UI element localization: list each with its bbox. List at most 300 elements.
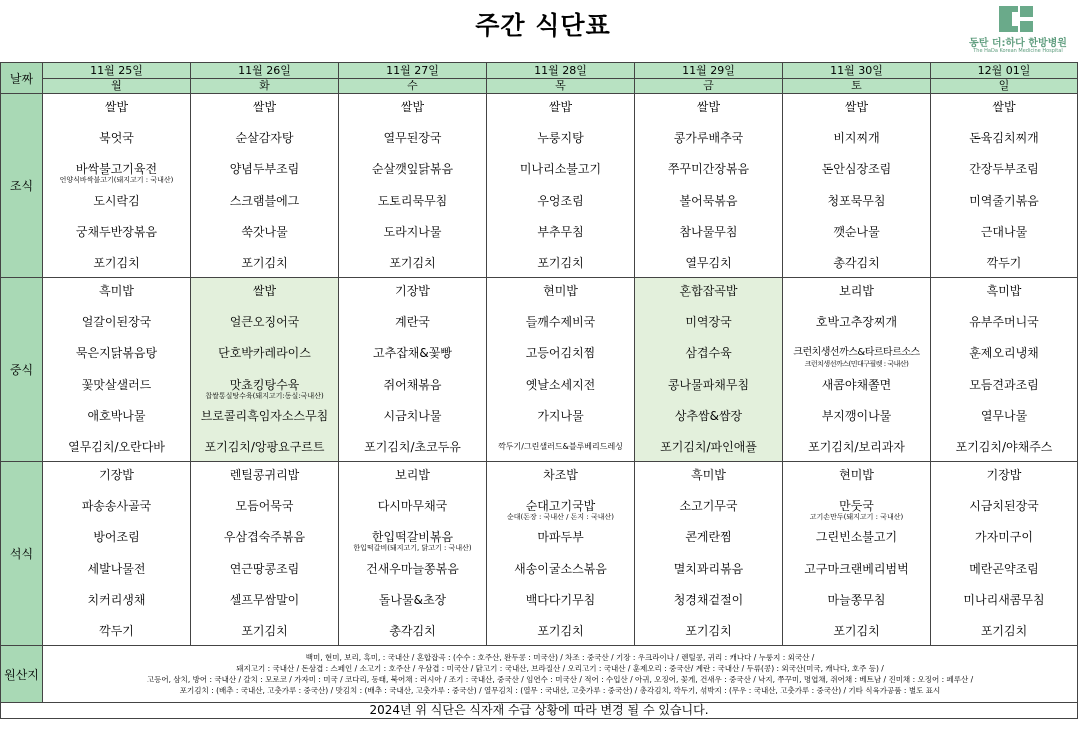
menu-item-name: 궁채두반장볶음 (75, 224, 158, 239)
menu-item (635, 279, 782, 303)
menu-item (635, 341, 782, 365)
menu-item-name: 고등어김치찜 (525, 346, 596, 361)
origin-line: 돼지고기 : 국내산 / 돈삼겹 : 스페인 / 소고기 : 호주산 / 우삼겹 : 미국산 / 닭고기 : 국내산, 브라질산 / 오리고기 : 국내산 / 훈제오리 : 중국산/ 계란 : 국내산 / 두류(콩) : 외국산(미국, 캐나다, 호주 등) / (236, 664, 884, 673)
menu-item (635, 494, 782, 518)
menu-item (191, 619, 338, 643)
menu-item-name: 고추잡채&꽃빵 (373, 346, 452, 361)
menu-item-name: 한입떡갈비볶음 (371, 530, 454, 545)
menu-item-name: 그린빈소불고기 (815, 530, 898, 545)
menu-item-name: 미역줄기볶음 (969, 193, 1039, 208)
menu-item (487, 279, 634, 303)
menu-item-name: 렌틸콩귀리밥 (229, 468, 300, 482)
menu-item (191, 251, 338, 275)
menu-item-name: 쭈꾸미간장볶음 (667, 162, 750, 177)
menu-item (191, 220, 338, 244)
menu-item (783, 310, 930, 334)
menu-item-name: 만둣국 (839, 499, 874, 514)
menu-item (191, 189, 338, 213)
menu-cell (339, 94, 487, 278)
menu-item (635, 157, 782, 181)
menu-item-name: 흑미밥 (986, 284, 1022, 298)
meal-label: 조식 (1, 94, 43, 278)
menu-item-name: 크런치생선까스&타르타르소스 (793, 347, 920, 359)
menu-item (487, 525, 634, 549)
menu-item-name: 쌀밥 (104, 100, 129, 114)
menu-item-name: 옛날소세지전 (525, 377, 596, 392)
menu-item (487, 220, 634, 244)
menu-item (635, 126, 782, 150)
menu-item (43, 341, 190, 365)
menu-item (783, 557, 930, 581)
menu-item-origin-note: 고기손만두(돼지고기 : 국내산) (809, 513, 904, 522)
menu-item-name: 미나리새콤무침 (963, 592, 1045, 607)
menu-item-name: 깻순나물 (833, 224, 880, 239)
date-cell: 11월 26일 (191, 63, 339, 79)
menu-item-name: 순대고기국밥 (525, 499, 596, 514)
menu-item-name: 우삼겹숙주볶음 (223, 530, 306, 545)
menu-item-name: 상추쌈&쌈장 (674, 408, 743, 423)
meal-row (1, 462, 1078, 646)
menu-item (635, 557, 782, 581)
menu-item-name: 북엇국 (99, 131, 134, 146)
menu-cell (931, 278, 1078, 462)
menu-item (487, 126, 634, 150)
menu-item (783, 525, 930, 549)
logo-name: 동탄 더:하다 한방병원 (969, 38, 1067, 49)
menu-item (487, 588, 634, 612)
menu-item-name: 포기김치/파인애플 (660, 439, 757, 454)
menu-item-name: 흑미밥 (99, 284, 134, 298)
date-cell: 11월 30일 (783, 63, 931, 79)
menu-item (487, 463, 634, 487)
date-cell: 11월 25일 (43, 63, 191, 79)
footer-row (1, 703, 1078, 719)
menu-cell (783, 278, 931, 462)
menu-item-name: 쌀밥 (252, 284, 277, 298)
menu-item (339, 435, 486, 459)
weekly-menu-table (0, 62, 1078, 719)
menu-item-name: 총각김치 (833, 255, 880, 270)
menu-item (43, 310, 190, 334)
menu-item (783, 373, 930, 397)
menu-item-name: 쌀밥 (252, 100, 277, 114)
menu-item-name: 마늘쫑무침 (827, 592, 886, 607)
menu-item (783, 494, 930, 522)
menu-item-name: 총각김치 (389, 623, 436, 638)
menu-item (783, 588, 930, 612)
page-title: 주간 식단표 (475, 11, 611, 40)
menu-item-name: 백다다기무침 (525, 592, 596, 607)
menu-item-name: 포기김치 (241, 623, 288, 638)
menu-item (339, 126, 486, 150)
menu-item-name: 도라지나물 (383, 224, 442, 239)
menu-item-name: 돌나물&초장 (378, 592, 447, 607)
date-cell: 11월 28일 (487, 63, 635, 79)
menu-item-name: 누룽지탕 (537, 131, 584, 146)
footer-notice: 2024년 위 식단은 식자재 수급 상황에 따라 변경 될 수 있습니다. (1, 703, 1078, 719)
menu-item (339, 525, 486, 553)
menu-item (635, 220, 782, 244)
menu-item (191, 279, 338, 303)
menu-item-name: 계란국 (395, 315, 430, 330)
menu-item (783, 341, 930, 369)
menu-cell (635, 462, 783, 646)
menu-item (931, 404, 1077, 428)
menu-item (635, 373, 782, 397)
menu-item (635, 404, 782, 428)
menu-item-name: 포기김치 (389, 255, 436, 270)
menu-item-name: 쌀밥 (400, 100, 425, 114)
menu-item (931, 95, 1077, 119)
menu-item (931, 435, 1077, 459)
menu-item (339, 279, 486, 303)
menu-item (635, 310, 782, 334)
menu-item-name: 도토리묵무침 (377, 193, 448, 208)
menu-item-name: 기장밥 (395, 284, 430, 298)
menu-item-name: 치커리생채 (87, 592, 146, 607)
menu-item (487, 373, 634, 397)
menu-item (339, 588, 486, 612)
date-cell: 11월 27일 (339, 63, 487, 79)
menu-item-name: 고구마크랜베리범벅 (804, 561, 909, 576)
menu-item-name: 멸치꽈리볶음 (673, 561, 744, 576)
menu-item (191, 157, 338, 181)
weekday-cell: 금 (635, 79, 783, 94)
menu-item (191, 588, 338, 612)
menu-item-name: 깍두기 (986, 255, 1022, 270)
menu-item (635, 189, 782, 213)
date-cell: 11월 29일 (635, 63, 783, 79)
menu-item (487, 310, 634, 334)
menu-item-name: 미나리소불고기 (519, 162, 602, 177)
menu-item-name: 쥐어채볶음 (383, 377, 442, 392)
menu-item (43, 95, 190, 119)
menu-item-name: 흑미밥 (691, 468, 726, 482)
menu-item-name: 쌀밥 (844, 100, 869, 114)
menu-item-name: 열무된장국 (383, 131, 442, 146)
menu-item-name: 새콤야채쫄면 (821, 377, 892, 392)
menu-item (931, 588, 1077, 612)
menu-item (783, 463, 930, 487)
menu-item-origin-note: 크런치생선까스(민대구필렛 : 국내산) (804, 360, 909, 369)
menu-item-name: 부지깽이나물 (821, 408, 892, 423)
menu-item (43, 189, 190, 213)
menu-item-name: 참나물무침 (679, 224, 738, 239)
menu-item-name: 근대나물 (980, 224, 1028, 239)
menu-item (931, 557, 1077, 581)
menu-item-name: 건새우마늘쫑볶음 (366, 561, 459, 576)
date-row-label: 날짜 (1, 63, 43, 94)
menu-item-name: 바싹불고기육전 (75, 162, 158, 177)
menu-item-name: 콩나물파채무침 (667, 377, 750, 392)
menu-item-name: 기장밥 (99, 468, 134, 482)
menu-item (191, 435, 338, 459)
menu-item-name: 순살감자탕 (235, 131, 294, 146)
menu-item-name: 호박고추장찌개 (815, 315, 898, 330)
menu-item-name: 다시마무채국 (377, 499, 448, 514)
menu-item-name: 간장두부조림 (969, 162, 1039, 177)
menu-item (487, 251, 634, 275)
menu-item (43, 251, 190, 275)
menu-cell (43, 278, 191, 462)
menu-item (43, 588, 190, 612)
menu-item-name: 포기김치 (980, 623, 1028, 638)
menu-item-name: 얼갈이된장국 (81, 315, 152, 330)
menu-item-name: 보리밥 (395, 468, 430, 482)
menu-item-name: 꽃맛살샐러드 (81, 377, 152, 392)
menu-item (635, 463, 782, 487)
menu-cell (191, 278, 339, 462)
menu-item-name: 포기김치/야채주스 (955, 439, 1053, 454)
origin-line: 고등어, 삼치, 방어 : 국내산 / 갈치 : 모로코 / 가자미 : 미국 / 코다리, 동태, 북어채 : 러시아 / 조기 : 국내산, 중국산 / 임연수 : 미국산 / 적어 : 수입산 / 아귀, 오징어, 꽃게, 건새우 : 중국산 / 낙지, 쭈꾸미, 명엽채, 쥐어채 : 베트남 / 진미채 : 오징어 : 페루산 / (146, 675, 974, 684)
menu-item (43, 220, 190, 244)
date-cell: 12월 01일 (931, 63, 1078, 79)
date-row (1, 63, 1078, 79)
menu-item (43, 157, 190, 185)
menu-item-name: 쌀밥 (696, 100, 721, 114)
menu-cell (635, 94, 783, 278)
menu-item-name: 돈육김치찌개 (969, 131, 1039, 146)
menu-item-name: 단호박카레라이스 (218, 346, 311, 361)
menu-item (191, 463, 338, 487)
menu-item (783, 157, 930, 181)
menu-cell (931, 462, 1078, 646)
menu-item (339, 404, 486, 428)
menu-item (191, 494, 338, 518)
menu-item (635, 525, 782, 549)
menu-cell (43, 94, 191, 278)
menu-item (931, 463, 1077, 487)
menu-item (339, 95, 486, 119)
menu-item (43, 557, 190, 581)
origin-info (43, 646, 1078, 703)
menu-item-name: 셀프무쌈말이 (229, 592, 300, 607)
menu-item (931, 525, 1077, 549)
menu-item-name: 포기김치 (833, 623, 880, 638)
menu-item (635, 95, 782, 119)
menu-item-name: 보리밥 (839, 284, 874, 298)
logo-mark-icon (999, 6, 1033, 32)
menu-item-name: 미역장국 (685, 315, 732, 330)
menu-item-name: 맛쵸킹탕수육 (229, 377, 300, 392)
weekday-cell: 월 (43, 79, 191, 94)
menu-item-name: 혼합잡곡밥 (679, 284, 738, 298)
menu-item (191, 341, 338, 365)
menu-item (43, 373, 190, 397)
menu-item-name: 시금치된장국 (969, 499, 1039, 514)
menu-item (635, 619, 782, 643)
menu-item-name: 세발나물전 (87, 561, 146, 576)
menu-item-origin-note: 찹쌀통실탕수육(돼지고기:동실:국내산) (205, 391, 324, 400)
menu-item (635, 435, 782, 459)
menu-item-name: 도시락김 (93, 193, 140, 208)
menu-item (339, 494, 486, 518)
menu-cell (339, 462, 487, 646)
menu-item-name: 비지찌개 (833, 131, 880, 146)
menu-item (339, 310, 486, 334)
menu-item (487, 619, 634, 643)
menu-item-name: 연근땅콩조림 (229, 561, 300, 576)
menu-item (43, 494, 190, 518)
menu-item (339, 251, 486, 275)
menu-item-name: 돈안심장조림 (821, 162, 892, 177)
origin-row (1, 646, 1078, 703)
menu-item (191, 525, 338, 549)
menu-item-name: 청경채겉절이 (673, 592, 744, 607)
menu-item (191, 310, 338, 334)
menu-item-name: 열무김치/오란다바 (68, 439, 165, 454)
meal-row (1, 278, 1078, 462)
menu-item (931, 310, 1077, 334)
menu-cell (339, 278, 487, 462)
menu-item-name: 현미밥 (543, 284, 578, 298)
menu-item-name: 쑥갓나물 (241, 224, 288, 239)
menu-item-name: 포기김치/보리과자 (808, 439, 905, 454)
origin-line: 포기김치 : (배추 : 국내산, 고춧가루 : 중국산) / 맛김치 : (배추 : 국내산, 고춧가루 : 중국산) / 열무김치 : (열무 : 국내산, 고춧가루 : 중국산) / 총각김치, 깍두기, 섞박지 : (무우 : 국내산, 고춧가루 : 중국산) / 기타 식육가공품 : 별도 표시 (179, 686, 941, 695)
menu-item-name: 부추무침 (537, 224, 584, 239)
hospital-logo (958, 6, 1078, 58)
menu-item-name: 열무김치 (685, 255, 732, 270)
menu-item-name: 방어조림 (93, 530, 140, 545)
menu-item (931, 619, 1077, 643)
menu-item (783, 404, 930, 428)
menu-item-name: 시금치나물 (383, 408, 442, 423)
menu-item (783, 220, 930, 244)
menu-item (43, 463, 190, 487)
menu-item (931, 157, 1077, 181)
menu-item (487, 189, 634, 213)
menu-item (487, 341, 634, 365)
menu-item (783, 95, 930, 119)
menu-item-name: 삼겹수육 (685, 346, 732, 361)
menu-item (339, 189, 486, 213)
menu-item (635, 251, 782, 275)
menu-item-name: 쌀밥 (548, 100, 573, 114)
weekday-cell: 일 (931, 79, 1078, 94)
menu-item (339, 220, 486, 244)
menu-item-name: 기장밥 (986, 468, 1022, 482)
menu-item (931, 189, 1077, 213)
menu-item-name: 모듬견과조림 (969, 377, 1039, 392)
menu-item-name: 얼큰오징어국 (229, 315, 300, 330)
meal-label: 석식 (1, 462, 43, 646)
meal-label: 중식 (1, 278, 43, 462)
menu-item (487, 157, 634, 181)
menu-item-name: 새송이굴소스볶음 (514, 561, 607, 576)
menu-item-name: 쌀밥 (992, 100, 1016, 114)
menu-item-name: 유부주머니국 (969, 315, 1039, 330)
meal-row (1, 94, 1078, 278)
menu-cell (43, 462, 191, 646)
menu-item (487, 557, 634, 581)
menu-item (931, 373, 1077, 397)
menu-item-name: 볼어묵볶음 (679, 193, 738, 208)
weekday-cell: 토 (783, 79, 931, 94)
menu-item-name: 포기김치 (241, 255, 288, 270)
menu-cell (487, 94, 635, 278)
menu-item (783, 279, 930, 303)
menu-item-name: 스크램블에그 (229, 193, 300, 208)
menu-item-name: 콘게란찜 (685, 530, 732, 545)
menu-item-name: 파송송사골국 (81, 499, 152, 514)
menu-item (931, 341, 1077, 365)
menu-item (43, 404, 190, 428)
menu-item-name: 가지나물 (537, 408, 584, 423)
logo-subtitle: The HaDa Korean Medicine Hospital (973, 48, 1063, 54)
menu-item (43, 126, 190, 150)
menu-item-name: 메란곤약조림 (969, 561, 1039, 576)
menu-item-name: 가자미구이 (975, 530, 1033, 545)
menu-item (487, 404, 634, 428)
menu-item-name: 포기김치/앙팡요구르트 (204, 439, 325, 454)
menu-cell (487, 462, 635, 646)
menu-item-origin-note: 순대(돈장 : 국내산 / 돈지 : 국내산) (506, 513, 615, 522)
menu-item (635, 588, 782, 612)
menu-item-name: 깍두기 (99, 623, 134, 638)
menu-item-name: 묵은지닭볶음탕 (75, 346, 158, 361)
menu-item (339, 557, 486, 581)
menu-item (487, 435, 634, 459)
menu-item (191, 95, 338, 119)
menu-item-name: 포기김치 (93, 255, 140, 270)
menu-item (931, 251, 1077, 275)
menu-cell (783, 462, 931, 646)
origin-line: 백미, 현미, 보리, 흑미, : 국내산 / 혼합잡곡 : (수수 : 호주산, 완두콩 : 미국산) / 차조 : 중국산 / 기장 : 우크라이나 / 렌틸콩, 귀리 : 캐나다 / 누룽지 : 외국산 / (305, 653, 815, 662)
menu-item-name: 포기김치 (537, 623, 584, 638)
menu-item (783, 619, 930, 643)
weekday-cell: 수 (339, 79, 487, 94)
menu-item-name: 마파두부 (537, 530, 584, 545)
weekday-cell: 목 (487, 79, 635, 94)
menu-cell (635, 278, 783, 462)
menu-item-name: 깍두기/그린샐러드&블루베리드레싱 (498, 441, 623, 451)
menu-cell (191, 94, 339, 278)
origin-label: 원산지 (1, 646, 43, 703)
menu-item-name: 포기김치/초코두유 (364, 439, 461, 454)
menu-item (931, 279, 1077, 303)
menu-item-name: 콩가루배추국 (673, 131, 744, 146)
menu-item (191, 373, 338, 400)
menu-item (191, 126, 338, 150)
menu-item-origin-note: 한입떡갈비(돼지고기, 닭고기 : 국내산) (353, 544, 472, 553)
menu-item (339, 373, 486, 397)
menu-item-name: 차조밥 (543, 468, 578, 482)
menu-item (339, 157, 486, 181)
menu-item (931, 126, 1077, 150)
menu-item-name: 포기김치 (685, 623, 732, 638)
menu-item (191, 557, 338, 581)
menu-cell (487, 278, 635, 462)
menu-item-name: 들깨수제비국 (525, 315, 596, 330)
menu-item (783, 435, 930, 459)
menu-item-name: 우엉조림 (537, 193, 584, 208)
menu-item (931, 220, 1077, 244)
menu-item (931, 494, 1077, 518)
menu-item-name: 모듬어묵국 (235, 499, 294, 514)
weekday-cell: 화 (191, 79, 339, 94)
menu-item-name: 순살깻잎닭볶음 (371, 162, 454, 177)
menu-item-name: 훈제오리냉채 (969, 346, 1039, 361)
menu-item-name: 열무나물 (980, 408, 1028, 423)
menu-item (43, 279, 190, 303)
weekday-row (1, 79, 1078, 94)
menu-item (783, 189, 930, 213)
menu-cell (191, 462, 339, 646)
menu-cell (783, 94, 931, 278)
menu-item (487, 494, 634, 522)
menu-cell (931, 94, 1078, 278)
menu-item-name: 양념두부조림 (229, 162, 300, 177)
